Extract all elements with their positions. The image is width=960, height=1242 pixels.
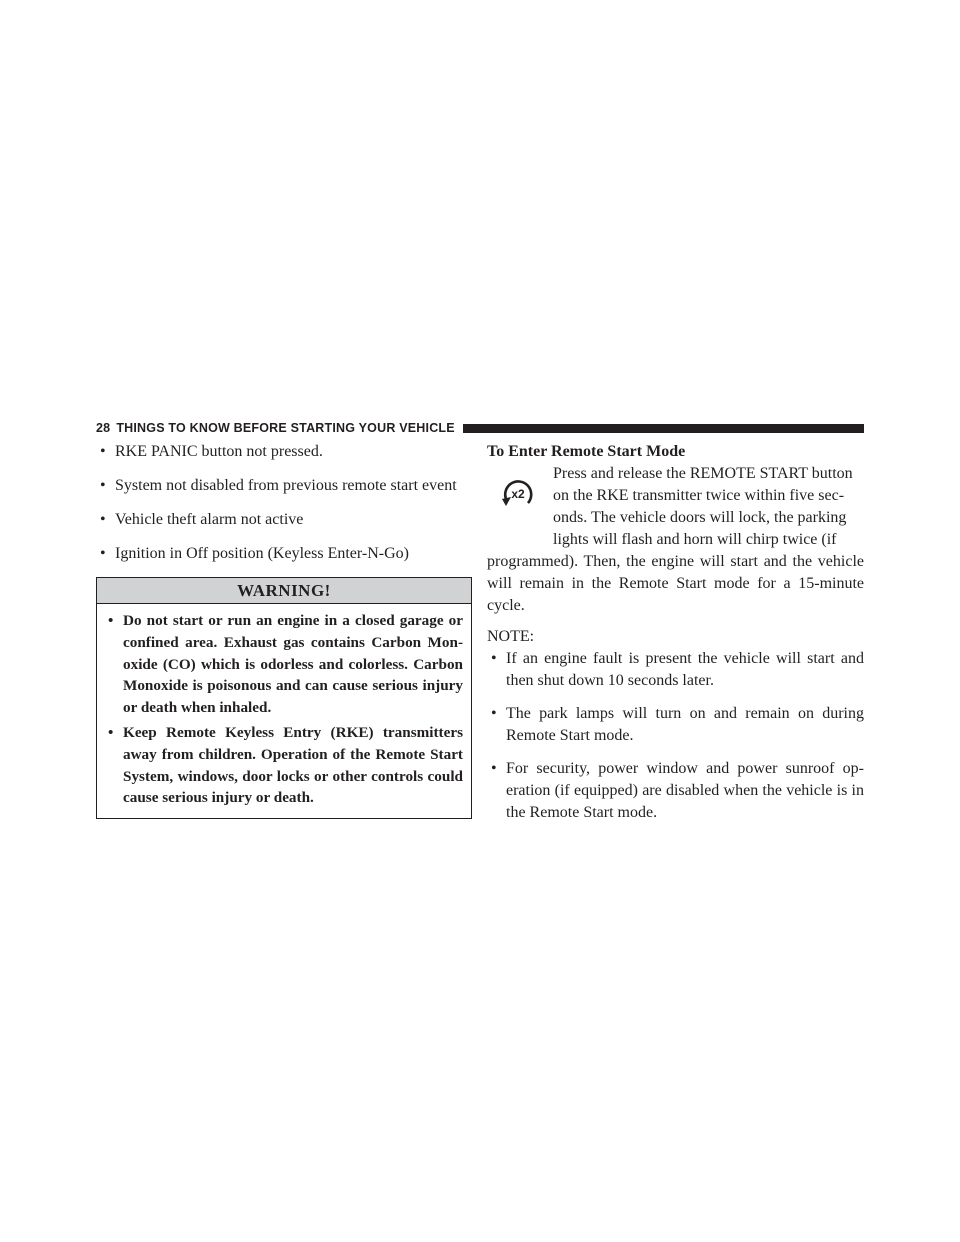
list-item: • For security, power window and power sunroof operation (if equipped) are disabled when the vehicle is in the Remote Start mode. <box>491 760 864 821</box>
remote-start-instructions <box>487 463 864 617</box>
instructions-paragraph: Press and release the REMOTE START button on the RKE transmitter twice within five sec- onds. The vehicle doors will lock, the parking lights will flash and horn will chirp twice (if programmed). Then, the engine will start and the vehicle will remain in the Remote Start mode for a 15-minute cycle. <box>487 465 864 614</box>
bullet-icon: • <box>108 612 114 629</box>
header-rule <box>463 424 864 433</box>
bullet-icon: • <box>100 511 106 528</box>
warning-box <box>96 577 472 819</box>
note-list <box>487 648 864 824</box>
list-item: • Keep Remote Keyless Entry (RKE) transmitters away from children. Operation of the Remote Start System, windows, door locks or other controls could cause serious injury or death. <box>108 723 463 807</box>
bullet-icon: • <box>108 723 114 741</box>
icon-label: x2 <box>511 487 525 501</box>
list-item: • RKE PANIC button not pressed. <box>96 441 472 463</box>
bullet-icon: • <box>100 443 106 460</box>
page-header <box>96 418 864 438</box>
list-item: • Vehicle theft alarm not active <box>96 509 472 531</box>
running-title: THINGS TO KNOW BEFORE STARTING YOUR VEHICLE <box>116 421 455 435</box>
list-item: • Do not start or run an engine in a closed garage or confined area. Exhaust gas contains Carbon Monoxide (CO) which is odorless and colorless. Carbon Monoxide is poisonous and can cause serious injury or death when inhaled. <box>108 612 463 717</box>
warning-list <box>104 610 463 809</box>
list-item: • The park lamps will turn on and remain on during Remote Start mode. <box>491 705 864 744</box>
bullet-icon: • <box>491 705 497 722</box>
page-number: 28 <box>96 421 111 435</box>
note-label: NOTE: <box>487 628 535 645</box>
bullet-icon: • <box>491 760 497 777</box>
right-column <box>487 441 864 835</box>
press-twice-icon <box>501 477 535 509</box>
list-item: • If an engine fault is present the vehicle will start and then shut down 10 seconds later. <box>491 650 864 689</box>
left-column <box>96 441 472 819</box>
warning-body <box>97 604 471 818</box>
bullet-icon: • <box>491 650 497 667</box>
bullet-icon: • <box>100 545 106 562</box>
bullet-icon: • <box>100 477 106 494</box>
condition-list <box>96 441 472 565</box>
list-item: • System not disabled from previous remote start event <box>96 475 472 497</box>
section-title: To Enter Remote Start Mode <box>487 443 686 460</box>
list-item: • Ignition in Off position (Keyless Enter-N-Go) <box>96 543 472 565</box>
warning-heading: WARNING! <box>97 578 471 604</box>
